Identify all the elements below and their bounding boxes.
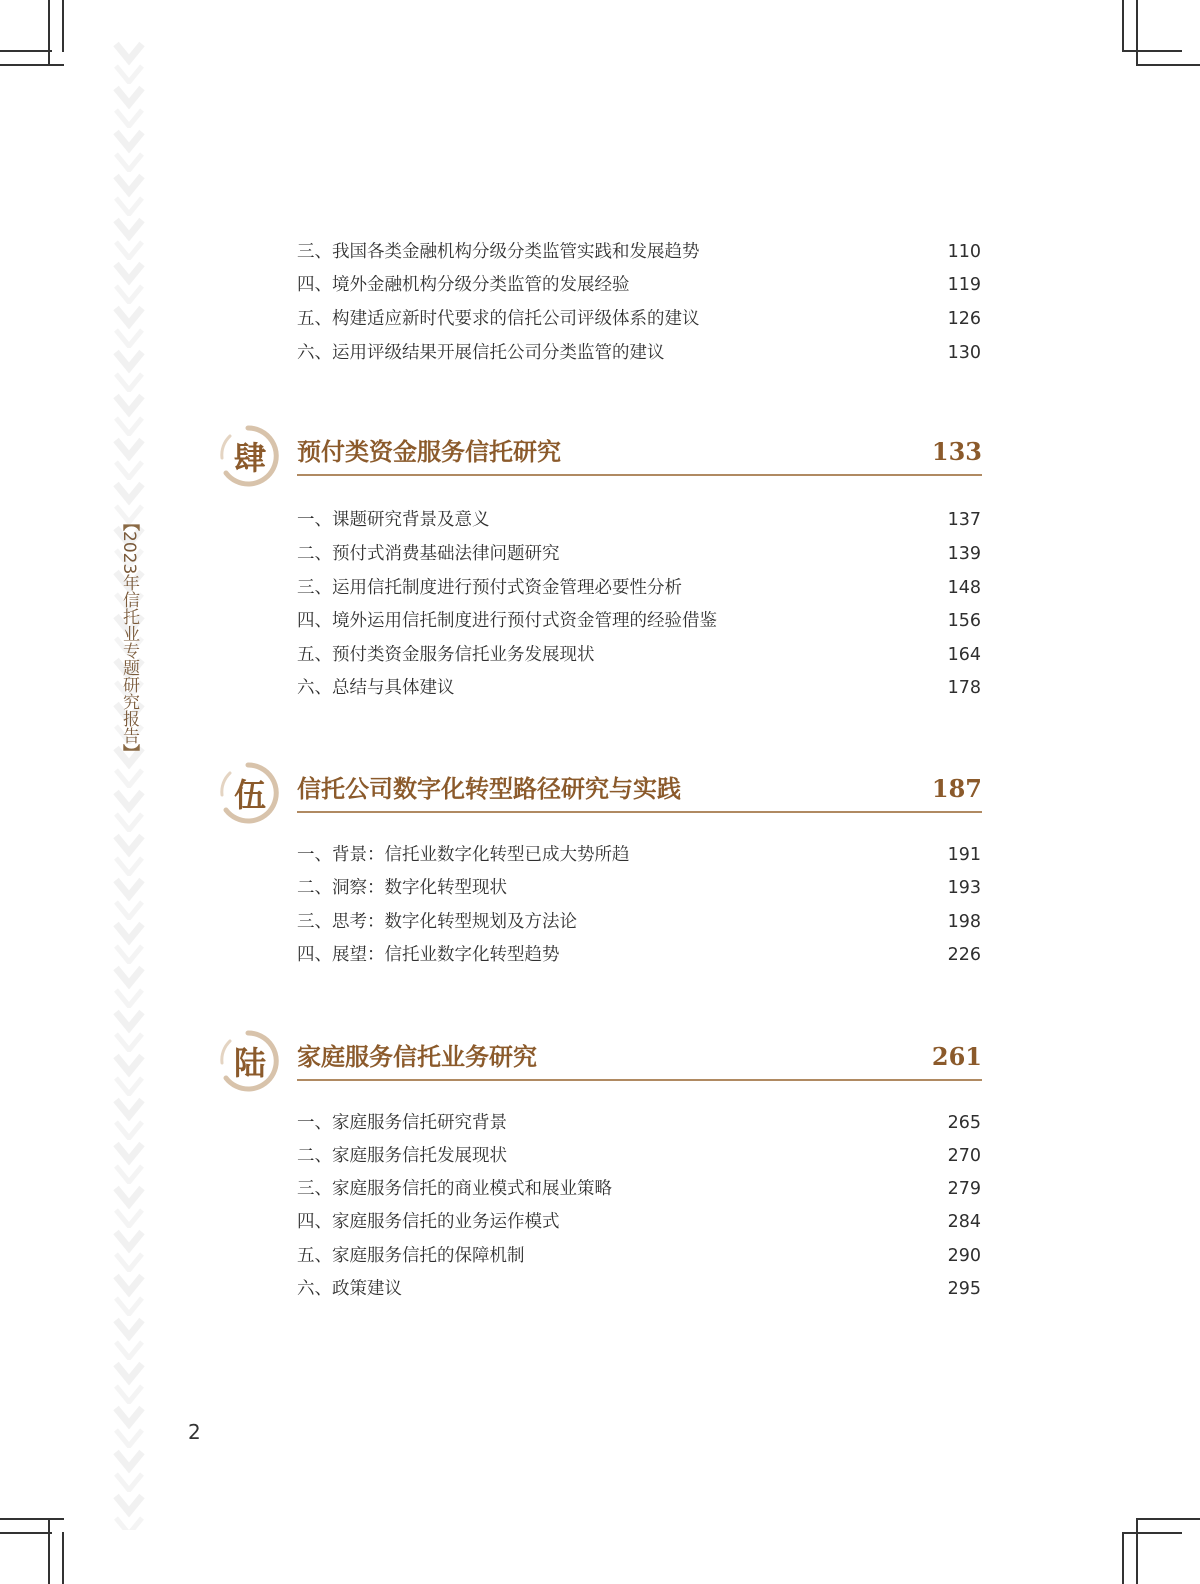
crop-mark-bottom-right-v	[1122, 1532, 1124, 1584]
toc-entry[interactable]	[297, 1243, 981, 1269]
toc-entry-page: 164	[947, 645, 981, 665]
chapter-seal	[216, 761, 280, 825]
chapter-divider	[297, 474, 982, 476]
toc-entry[interactable]	[297, 507, 981, 533]
toc-entry[interactable]	[297, 608, 981, 634]
crop-mark-bottom-left-v2	[48, 1518, 50, 1584]
toc-entry-page: 290	[947, 1246, 981, 1266]
toc-entry[interactable]	[297, 1143, 981, 1169]
toc-entry[interactable]	[297, 842, 981, 868]
crop-mark-bottom-right-v2	[1136, 1518, 1138, 1584]
decorative-pattern-strip	[112, 40, 146, 1530]
chapter-divider	[297, 1079, 982, 1081]
crop-mark-top-left-v	[62, 0, 64, 52]
toc-entry[interactable]	[297, 575, 981, 601]
toc-entry[interactable]	[297, 272, 981, 298]
toc-entry-page: 295	[947, 1279, 981, 1299]
side-report-title	[118, 514, 140, 761]
toc-entry-label: 三、我国各类金融机构分级分类监管实践和发展趋势	[297, 242, 700, 262]
toc-entry[interactable]	[297, 1176, 981, 1202]
crop-mark-bottom-left-h2	[0, 1532, 52, 1534]
toc-entry[interactable]	[297, 875, 981, 901]
side-title-text: 2023年信托业专题研究报告	[119, 531, 139, 745]
chapter-page: 133	[931, 437, 982, 466]
side-title-close-bracket: 】	[119, 744, 139, 762]
toc-entry[interactable]	[297, 909, 981, 935]
seal-character: 肆	[233, 439, 266, 477]
toc-entry-page: 191	[947, 845, 981, 865]
toc-entry[interactable]	[297, 239, 981, 265]
chapter-title: 家庭服务信托业务研究	[297, 1042, 537, 1071]
toc-entry-page: 139	[947, 544, 981, 564]
toc-entry[interactable]	[297, 340, 981, 366]
toc-entry-label: 六、运用评级结果开展信托公司分类监管的建议	[297, 343, 665, 363]
toc-entry-page: 284	[947, 1212, 981, 1232]
toc-entry-label: 四、境外金融机构分级分类监管的发展经验	[297, 275, 630, 295]
toc-entry-page: 279	[947, 1179, 981, 1199]
toc-entry-page: 126	[947, 309, 981, 329]
chapter-title: 预付类资金服务信托研究	[297, 437, 561, 466]
toc-entry-page: 265	[947, 1113, 981, 1133]
toc-entry[interactable]	[297, 942, 981, 968]
page-number: 2	[188, 1420, 201, 1444]
toc-entry[interactable]	[297, 675, 981, 701]
side-title-open-bracket: 【	[119, 514, 139, 531]
toc-entry[interactable]	[297, 306, 981, 332]
toc-entry-label: 一、家庭服务信托研究背景	[297, 1113, 507, 1133]
toc-entry-label: 六、政策建议	[297, 1279, 402, 1299]
crop-mark-bottom-left-v	[62, 1532, 64, 1584]
toc-entry-label: 一、背景：信托业数字化转型已成大势所趋	[297, 845, 630, 865]
toc-entry-label: 二、洞察：数字化转型现状	[297, 878, 507, 898]
toc-entry-label: 三、思考：数字化转型规划及方法论	[297, 912, 577, 932]
toc-entry[interactable]	[297, 1110, 981, 1136]
chapter-title: 信托公司数字化转型路径研究与实践	[297, 774, 681, 803]
chapter-heading[interactable]	[216, 761, 986, 841]
chapter-page: 261	[931, 1042, 982, 1071]
toc-entry-page: 119	[947, 275, 981, 295]
toc-entry[interactable]	[297, 642, 981, 668]
seal-character: 伍	[233, 776, 266, 814]
toc-entry-page: 156	[947, 611, 981, 631]
seal-character: 陆	[233, 1044, 266, 1082]
crop-mark-top-right-v	[1122, 0, 1124, 52]
toc-entry-label: 二、家庭服务信托发展现状	[297, 1146, 507, 1166]
toc-entry-page: 193	[947, 878, 981, 898]
toc-entry[interactable]	[297, 541, 981, 567]
toc-entry-label: 二、预付式消费基础法律问题研究	[297, 544, 560, 564]
crop-mark-top-left-v2	[48, 0, 50, 66]
toc-entry-page: 137	[947, 510, 981, 530]
crop-mark-top-left-h2	[0, 64, 64, 66]
toc-entry-page: 198	[947, 912, 981, 932]
crop-mark-top-left-h	[0, 50, 52, 52]
toc-entry-label: 五、预付类资金服务信托业务发展现状	[297, 645, 595, 665]
toc-entry-page: 110	[947, 242, 981, 262]
crop-mark-top-right-h	[1136, 64, 1200, 66]
toc-entry-label: 四、展望：信托业数字化转型趋势	[297, 945, 560, 965]
crop-mark-bottom-left-h	[0, 1518, 64, 1520]
toc-entry-page: 178	[947, 678, 981, 698]
toc-entry-page: 226	[947, 945, 981, 965]
chapter-divider	[297, 811, 982, 813]
toc-entry-label: 五、构建适应新时代要求的信托公司评级体系的建议	[297, 309, 700, 329]
toc-entry-label: 四、境外运用信托制度进行预付式资金管理的经验借鉴	[297, 611, 717, 631]
toc-entry-page: 148	[947, 578, 981, 598]
crop-mark-bottom-right-h2	[1122, 1532, 1182, 1534]
toc-entry-label: 一、课题研究背景及意义	[297, 510, 490, 530]
toc-entry-label: 三、运用信托制度进行预付式资金管理必要性分析	[297, 578, 682, 598]
chapter-heading[interactable]	[216, 424, 986, 504]
toc-entry[interactable]	[297, 1209, 981, 1235]
toc-entry-page: 270	[947, 1146, 981, 1166]
chapter-heading[interactable]	[216, 1029, 986, 1109]
chapter-seal	[216, 424, 280, 488]
toc-entry[interactable]	[297, 1276, 981, 1302]
toc-entry-label: 四、家庭服务信托的业务运作模式	[297, 1212, 560, 1232]
chapter-page: 187	[931, 774, 982, 803]
toc-entry-label: 五、家庭服务信托的保障机制	[297, 1246, 525, 1266]
toc-entry-label: 六、总结与具体建议	[297, 678, 455, 698]
crop-mark-top-right-v2	[1136, 0, 1138, 66]
crop-mark-top-right-h2	[1122, 50, 1182, 52]
toc-entry-label: 三、家庭服务信托的商业模式和展业策略	[297, 1179, 612, 1199]
crop-mark-bottom-right-h	[1136, 1518, 1200, 1520]
toc-entry-page: 130	[947, 343, 981, 363]
chapter-seal	[216, 1029, 280, 1093]
